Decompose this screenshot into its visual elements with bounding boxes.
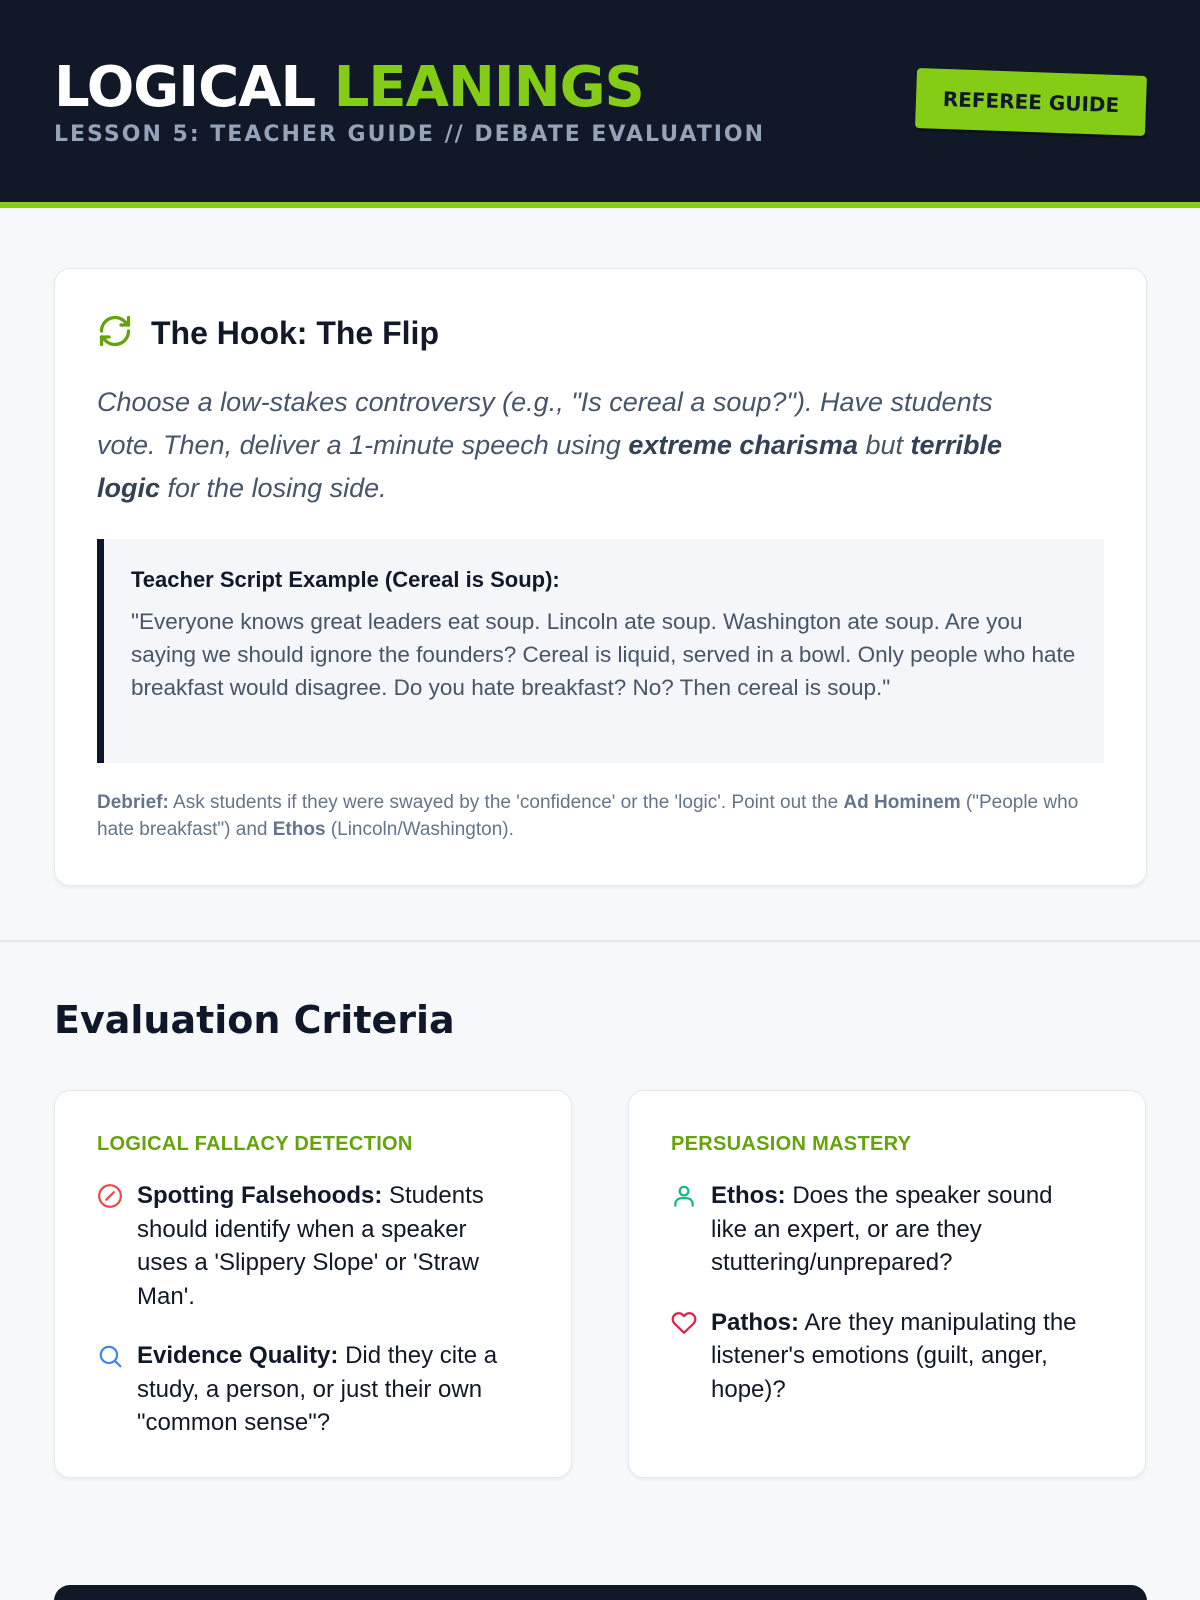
hook-intro-emphasis: terrible logic <box>97 430 1003 503</box>
title-part-2: LEANINGS <box>333 55 644 120</box>
hook-intro <box>97 381 1057 510</box>
list-item-text <box>137 1179 517 1313</box>
list-item-body: Students should identify when a speaker uses a 'Slippery Slope' or 'Straw Man'. <box>137 1182 484 1310</box>
debrief-text: (Lincoln/Washington). <box>325 819 514 840</box>
title-part-1: LOGICAL <box>54 55 316 120</box>
debrief-text: Ask students if they were swayed by the 'confidence' or the 'logic'. Point out the <box>168 792 844 813</box>
heart-icon <box>671 1310 697 1336</box>
refresh-icon <box>97 313 133 349</box>
list-item-text <box>137 1339 517 1440</box>
debrief-note <box>97 789 1097 843</box>
logical-fallacy-list <box>97 1179 517 1466</box>
list-item-label: Pathos: <box>711 1308 800 1336</box>
no-entry-icon <box>97 1183 123 1209</box>
hook-card <box>54 268 1147 886</box>
list-item-label: Ethos: <box>711 1182 786 1209</box>
persuasion-mastery-heading: PERSUASION MASTERY <box>671 1133 912 1155</box>
user-icon <box>671 1183 697 1209</box>
hook-intro-text: for the losing side. <box>160 473 387 503</box>
persuasion-mastery-list <box>671 1179 1091 1432</box>
list-item <box>97 1339 517 1440</box>
list-item <box>671 1179 1091 1280</box>
debrief-term: Ethos <box>272 819 326 840</box>
list-item-body: Are they manipulating the listener's emotions (guilt, anger, hope)? <box>711 1308 1077 1403</box>
section-divider <box>0 940 1200 942</box>
list-item-text <box>711 1179 1091 1280</box>
hook-intro-emphasis: extreme charisma <box>628 430 858 460</box>
page-subtitle: LESSON 5: TEACHER GUIDE // DEBATE EVALUATION <box>54 122 766 147</box>
evaluation-criteria-heading: Evaluation Criteria <box>54 998 455 1042</box>
list-item <box>671 1306 1091 1407</box>
list-item-body: Did they cite a study, a person, or just their own "common sense"? <box>137 1342 498 1436</box>
logical-fallacy-heading: LOGICAL FALLACY DETECTION <box>97 1133 413 1155</box>
list-item <box>97 1179 517 1313</box>
search-icon <box>97 1343 123 1369</box>
debrief-term: Ad Hominem <box>843 792 961 813</box>
page-title <box>54 52 644 124</box>
persuasion-mastery-card <box>628 1090 1146 1478</box>
script-label: Teacher Script Example (Cereal is Soup): <box>131 567 560 592</box>
hook-intro-text: but <box>857 430 911 460</box>
list-item-label: Evidence Quality: <box>137 1342 339 1369</box>
list-item-text <box>711 1306 1091 1407</box>
footer-panel <box>54 1585 1147 1600</box>
list-item-body: Does the speaker sound like an expert, or are they stuttering/unprepared? <box>711 1182 1053 1276</box>
teacher-script-box <box>97 539 1104 763</box>
page-header <box>0 0 1200 208</box>
hook-title: The Hook: The Flip <box>151 315 439 351</box>
debrief-label: Debrief: <box>97 792 169 813</box>
hook-intro-text: Choose a low-stakes controversy (e.g., "Is cereal a soup?"). Have students vote. Then, deliver a 1-minute speech using <box>97 387 993 460</box>
list-item-label: Spotting Falsehoods: <box>137 1182 383 1209</box>
referee-guide-badge: REFEREE GUIDE <box>915 68 1147 136</box>
logical-fallacy-card <box>54 1090 572 1478</box>
debrief-text: ("People who hate breakfast") and <box>97 792 1079 840</box>
script-text: "Everyone knows great leaders eat soup. Lincoln ate soup. Washington ate soup. Are you saying we should ignore the founders? Cereal is liquid, served in a bowl. Only people who hate breakfast would disagree. Do you hate breakfast? No? Then cereal is soup." <box>131 609 1076 700</box>
